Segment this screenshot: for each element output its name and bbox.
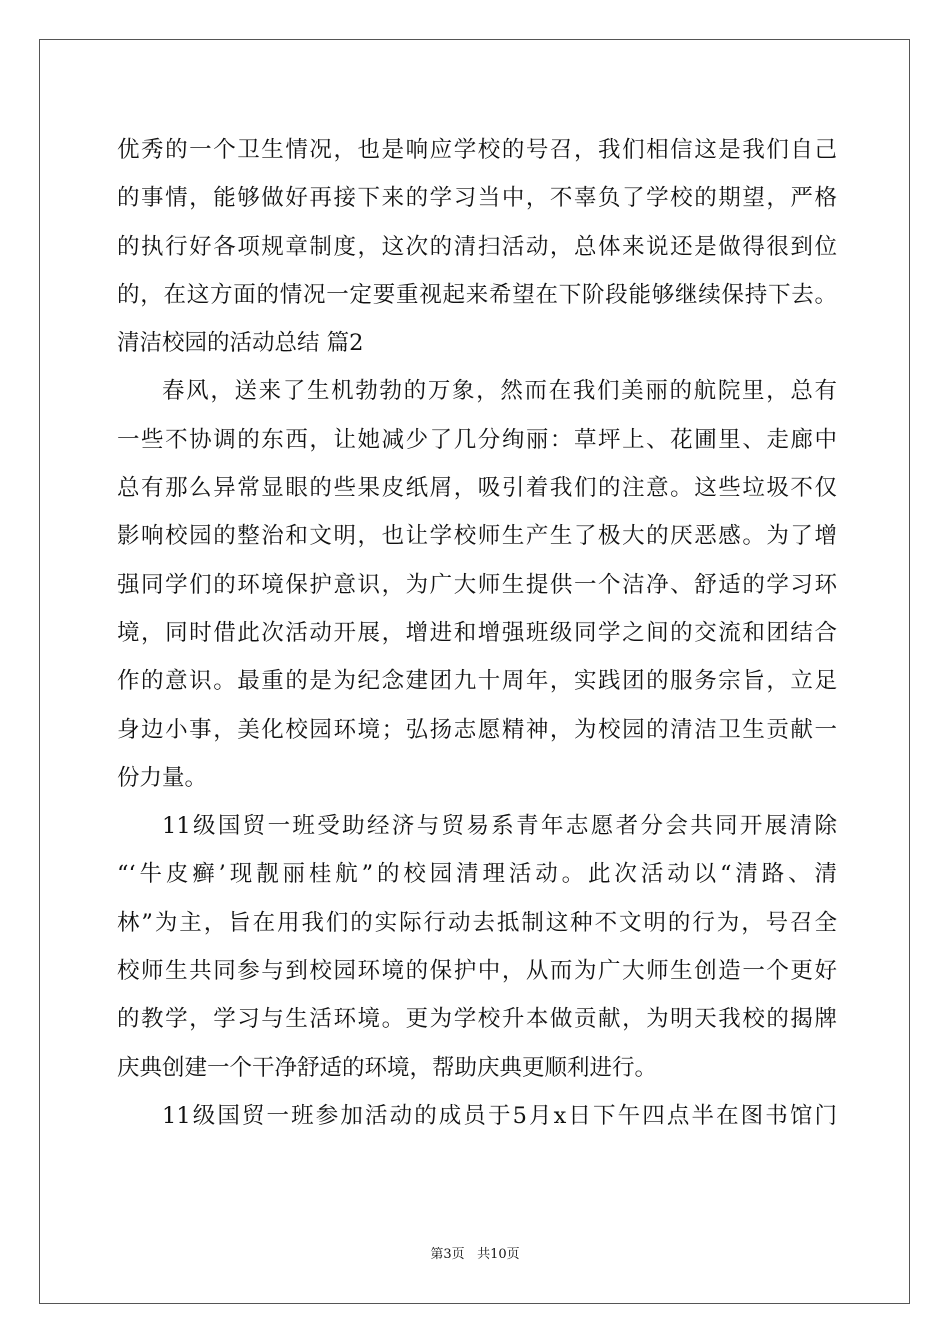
text-line: 的事情，能够做好再接下来的学习当中，不辜负了学校的期望，严格 (117, 185, 837, 212)
text-line: 影响校园的整治和文明，也让学校师生产生了极大的厌恶感。为了增 (117, 523, 837, 550)
text-line: 11级国贸一班参加活动的成员于5月x日下午四点半在图书馆门 (162, 1102, 837, 1129)
text-line: 11级国贸一班受助经济与贸易系青年志愿者分会共同开展清除 (162, 813, 837, 840)
text-line: 作的意识。最重的是为纪念建团九十周年，实践团的服务宗旨，立足 (117, 668, 837, 695)
page-number: 第3页 (430, 1247, 465, 1262)
text-line: 林”为主，旨在用我们的实际行动去抵制这种不文明的行为，号召全 (117, 909, 837, 936)
text-line: 庆典创建一个干净舒适的环境，帮助庆典更顺利进行。 (117, 1054, 658, 1081)
text-line: 身边小事，美化校园环境；弘扬志愿精神，为校园的清洁卫生贡献一 (117, 716, 837, 743)
section-heading: 清洁校园的活动总结 篇2 (117, 330, 364, 357)
text-line: 春风，送来了生机勃勃的万象，然而在我们美丽的航院里，总有 (162, 378, 837, 405)
page-total: 共10页 (477, 1247, 520, 1262)
text-line: “‘牛皮癣’现靓丽桂航”的校园清理活动。此次活动以“清路、清 (117, 861, 837, 888)
text-line: 校师生共同参与到校园环境的保护中，从而为广大师生创造一个更好 (117, 958, 837, 985)
text-line: 一些不协调的东西，让她减少了几分绚丽：草坪上、花圃里、走廊中 (117, 426, 837, 453)
text-line: 优秀的一个卫生情况，也是响应学校的号召，我们相信这是我们自己 (117, 137, 837, 163)
text-line: 总有那么异常显眼的些果皮纸屑，吸引着我们的注意。这些垃圾不仅 (117, 475, 837, 502)
text-line: 的教学，学习与生活环境。更为学校升本做贡献，为明天我校的揭牌 (117, 1006, 837, 1033)
text-line: 份力量。 (117, 764, 208, 791)
text-line: 的执行好各项规章制度，这次的清扫活动，总体来说还是做得很到位 (117, 233, 837, 260)
page-footer (0, 1243, 950, 1262)
text-line: 境，同时借此次活动开展，增进和增强班级同学之间的交流和团结合 (117, 619, 837, 646)
text-line: 强同学们的环境保护意识，为广大师生提供一个洁净、舒适的学习环 (117, 571, 837, 598)
document-body (117, 126, 837, 1140)
text-line: 的，在这方面的情况一定要重视起来希望在下阶段能够继续保持下去。 (117, 281, 837, 308)
